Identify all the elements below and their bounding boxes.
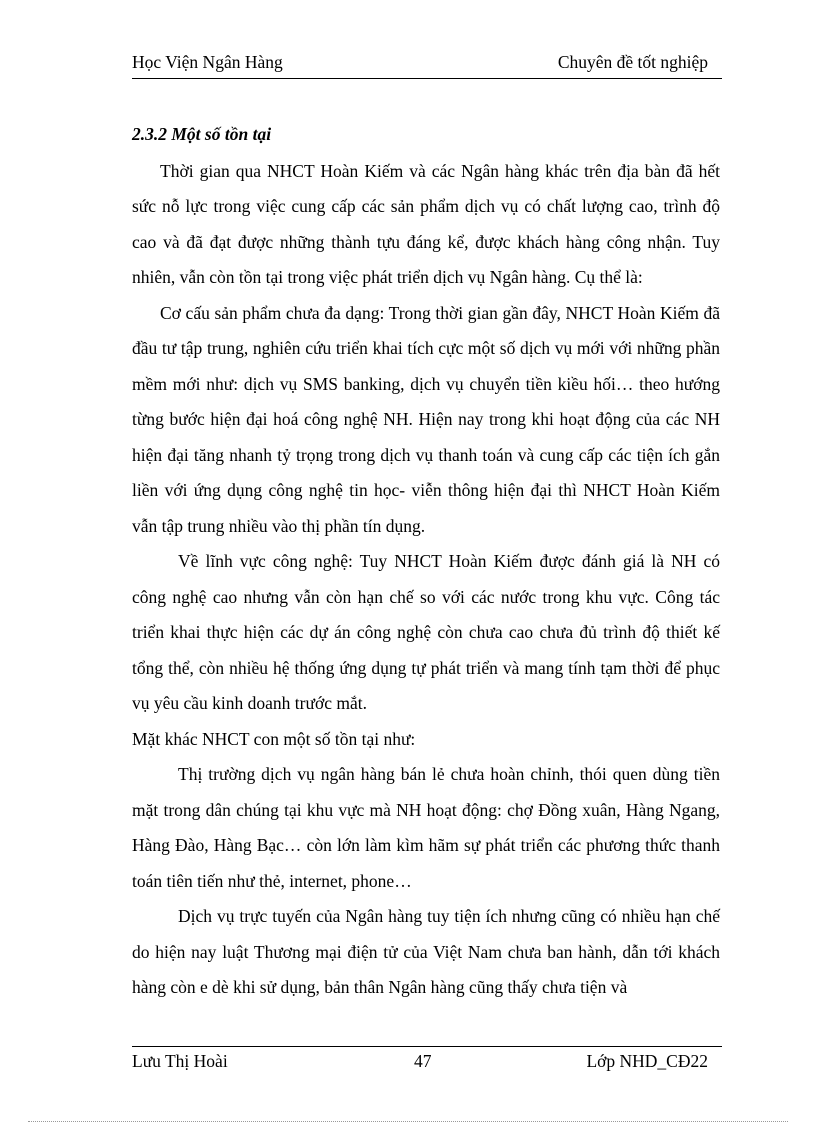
- page-footer: [132, 1046, 722, 1078]
- footer-author: Lưu Thị Hoài: [132, 1051, 228, 1071]
- paragraph-product-structure: Cơ cấu sản phẩm chưa đa dạng: Trong thời gian gần đây, NHCT Hoàn Kiếm đã đầu tư tập trung, nghiên cứu triển khai tích cực một số dịch vụ mới với những phần mềm mới như: dịch vụ SMS banking, dịch vụ chuyển tiền kiều hối… theo hướng từng bước hiện đại hoá công nghệ NH. Hiện nay trong khi hoạt động của các NH hiện đại tăng nhanh tỷ trọng trong dịch vụ thanh toán và cung cấp các tiện ích gắn liền với ứng dụng công nghệ tin học- viễn thông hiện đại thì NHCT Hoàn Kiếm vẫn tập trung nhiều vào thị phần tín dụng.: [132, 302, 720, 536]
- document-body: [132, 117, 720, 1006]
- footer-class: Lớp NHD_CĐ22: [586, 1051, 708, 1071]
- paragraph-other-issues-lead: Mặt khác NHCT con một số tồn tại như:: [132, 728, 416, 749]
- page-header: [132, 50, 722, 79]
- paragraph-online-services: Dịch vụ trực tuyến của Ngân hàng tuy tiện ích nhưng cũng có nhiều hạn chế do hiện nay luật Thương mại điện tử của Việt Nam chưa ban hành, dẫn tới khách hàng còn e dè khi sử dụng, bản thân Ngân hàng cũng thấy chưa tiện và: [132, 906, 720, 997]
- paragraph-intro: Thời gian qua NHCT Hoàn Kiếm và các Ngân hàng khác trên địa bàn đã hết sức nỗ lực trong việc cung cấp các sản phẩm dịch vụ có chất lượng cao, trình độ cao và đã đạt được những thành tựu đáng kể, được khách hàng công nhận. Tuy nhiên, vẫn còn tồn tại trong việc phát triển dịch vụ Ngân hàng. Cụ thể là:: [132, 160, 720, 287]
- section-heading: 2.3.2 Một số tồn tại: [132, 124, 272, 144]
- paragraph-technology: Về lĩnh vực công nghệ: Tuy NHCT Hoàn Kiếm được đánh giá là NH có công nghệ cao nhưng vẫn còn hạn chế so với các nước trong khu vực. Công tác triển khai thực hiện các dự án công nghệ còn chưa cao chưa đủ trình độ thiết kế tổng thể, còn nhiều hệ thống ứng dụng tự phát triển và mang tính tạm thời để phục vụ yêu cầu kinh doanh trước mắt.: [132, 551, 720, 713]
- page-number: 47: [414, 1051, 432, 1071]
- header-institution: Học Viện Ngân Hàng: [132, 52, 283, 72]
- paragraph-retail-market: Thị trường dịch vụ ngân hàng bán lẻ chưa hoàn chỉnh, thói quen dùng tiền mặt trong dân chúng tại khu vực mà NH hoạt động: chợ Đồng xuân, Hàng Ngang, Hàng Đào, Hàng Bạc… còn lớn làm kìm hãm sự phát triển các phương thức thanh toán tiên tiến như thẻ, internet, phone…: [132, 764, 720, 891]
- page-bottom-divider: [28, 1121, 788, 1122]
- header-document-type: Chuyên đề tốt nghiệp: [557, 52, 708, 72]
